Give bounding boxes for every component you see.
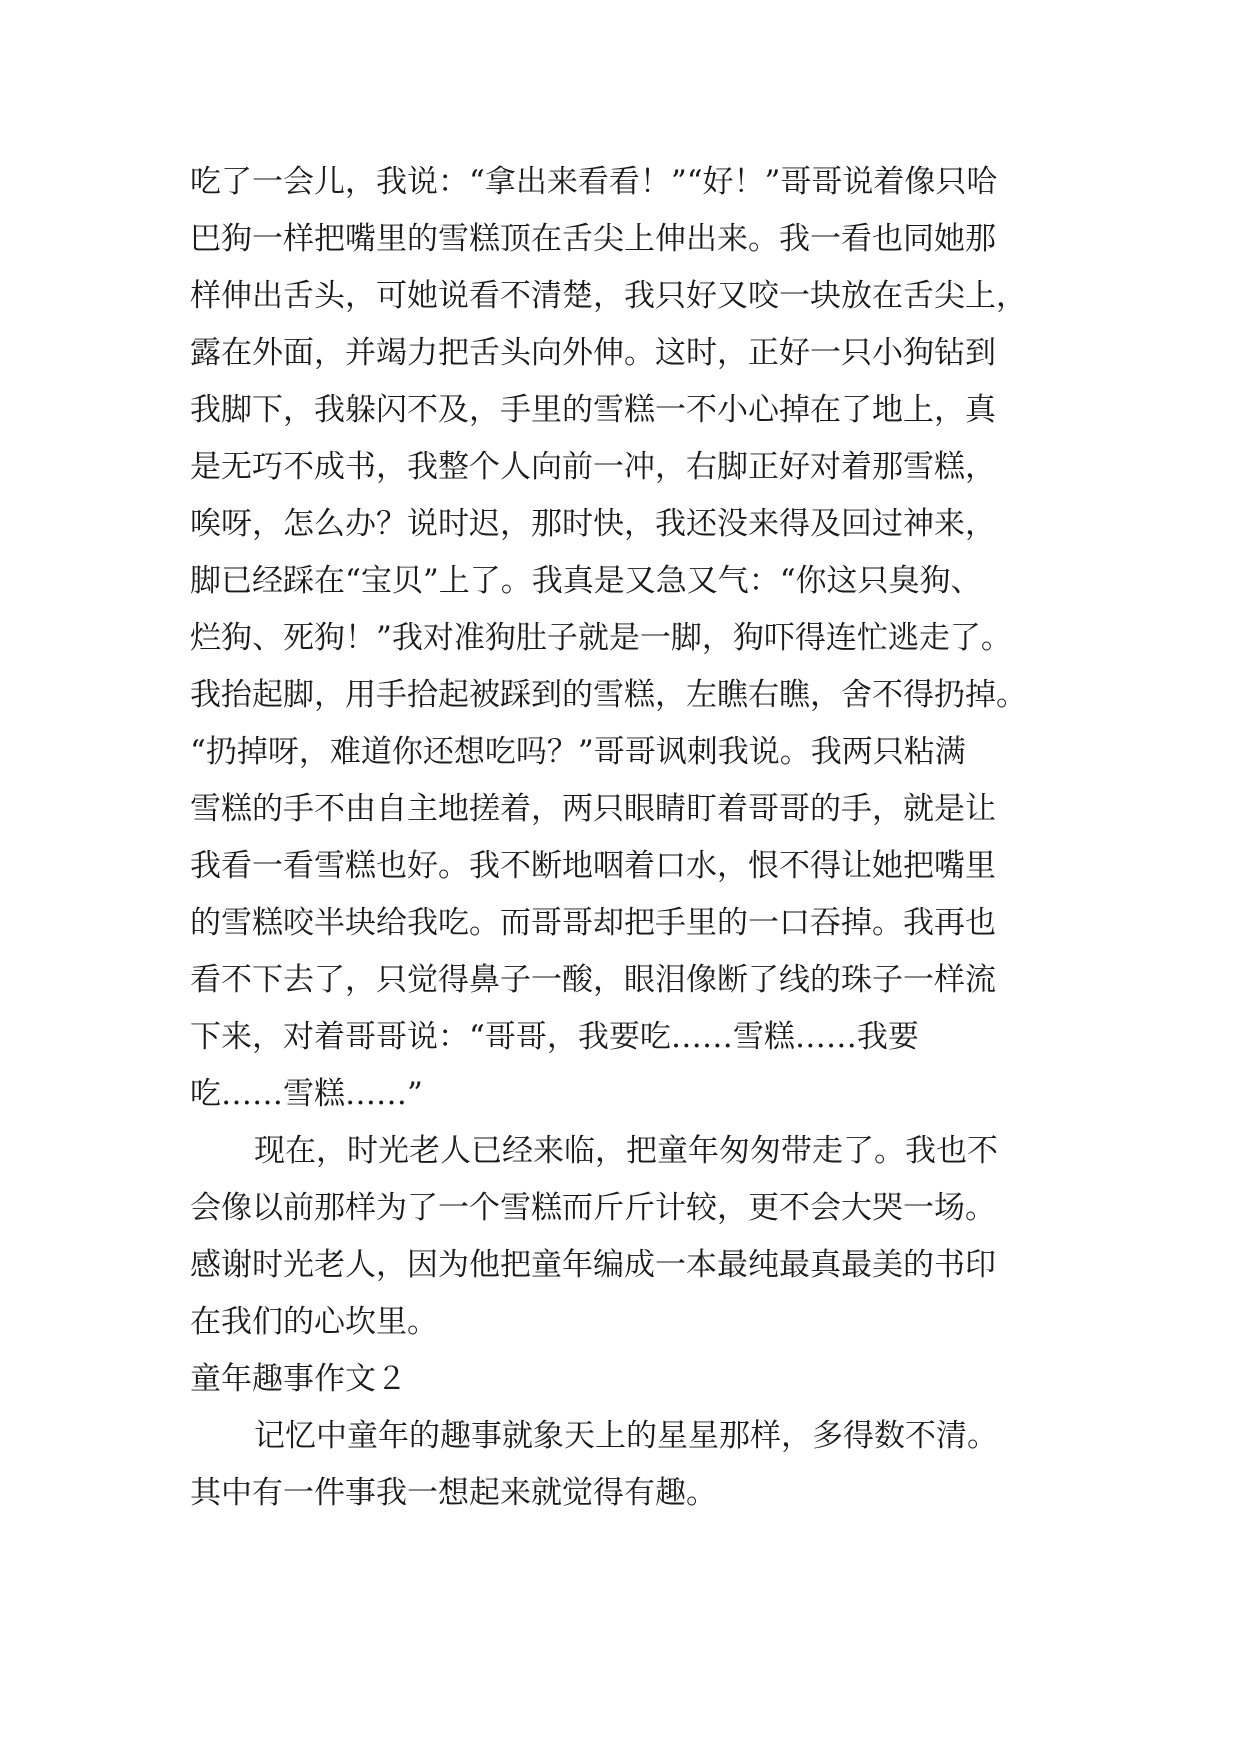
paragraph-line: 其中有一件事我一想起来就觉得有趣。	[190, 1475, 717, 1511]
document-body	[190, 154, 1070, 1522]
paragraph-line: 我抬起脚，用手拾起被踩到的雪糕，左瞧右瞧，舍不得扔掉。	[190, 677, 1027, 713]
paragraph-line: 记忆中童年的趣事就象天上的星星那样，多得数不清。	[254, 1418, 998, 1454]
paragraph-line: “扔掉呀，难道你还想吃吗？”哥哥讽刺我说。我两只粘满	[190, 734, 966, 770]
paragraph-line: 脚已经踩在“宝贝”上了。我真是又急又气：“你这只臭狗、	[190, 563, 982, 599]
paragraph-line: 吃了一会儿，我说：“拿出来看看！”“好！”哥哥说着像只哈	[190, 164, 998, 200]
paragraph-line: 我看一看雪糕也好。我不断地咽着口水，恨不得让她把嘴里	[190, 848, 996, 884]
paragraph-line: 烂狗、死狗！”我对准狗肚子就是一脚，狗吓得连忙逃走了。	[190, 620, 1012, 656]
section-heading: 童年趣事作文２	[190, 1361, 407, 1397]
paragraph-line: 的雪糕咬半块给我吃。而哥哥却把手里的一口吞掉。我再也	[190, 905, 996, 941]
paragraph-line: 在我们的心坎里。	[190, 1304, 438, 1340]
paragraph-line: 样伸出舌头，可她说看不清楚，我只好又咬一块放在舌尖上，	[190, 278, 1027, 314]
paragraph-line: 现在，时光老人已经来临，把童年匆匆带走了。我也不	[254, 1133, 998, 1169]
paragraph-line: 是无巧不成书，我整个人向前一冲，右脚正好对着那雪糕，	[190, 449, 996, 485]
paragraph-line: 雪糕的手不由自主地搓着，两只眼睛盯着哥哥的手，就是让	[190, 791, 996, 827]
paragraph-line: 看不下去了，只觉得鼻子一酸，眼泪像断了线的珠子一样流	[190, 962, 996, 998]
paragraph-line: 我脚下，我躲闪不及，手里的雪糕一不小心掉在了地上，真	[190, 392, 996, 428]
paragraph-line: 会像以前那样为了一个雪糕而斤斤计较，更不会大哭一场。	[190, 1190, 996, 1226]
paragraph-line: 吃……雪糕……”	[190, 1076, 423, 1112]
paragraph-line: 唉呀，怎么办？说时迟，那时快，我还没来得及回过神来，	[190, 506, 996, 542]
paragraph-line: 露在外面，并竭力把舌头向外伸。这时，正好一只小狗钻到	[190, 335, 996, 371]
paragraph-line: 巴狗一样把嘴里的雪糕顶在舌尖上伸出来。我一看也同她那	[190, 221, 996, 257]
paragraph-line: 下来，对着哥哥说：“哥哥，我要吃……雪糕……我要	[190, 1019, 919, 1055]
paragraph-line: 感谢时光老人，因为他把童年编成一本最纯最真最美的书印	[190, 1247, 996, 1283]
